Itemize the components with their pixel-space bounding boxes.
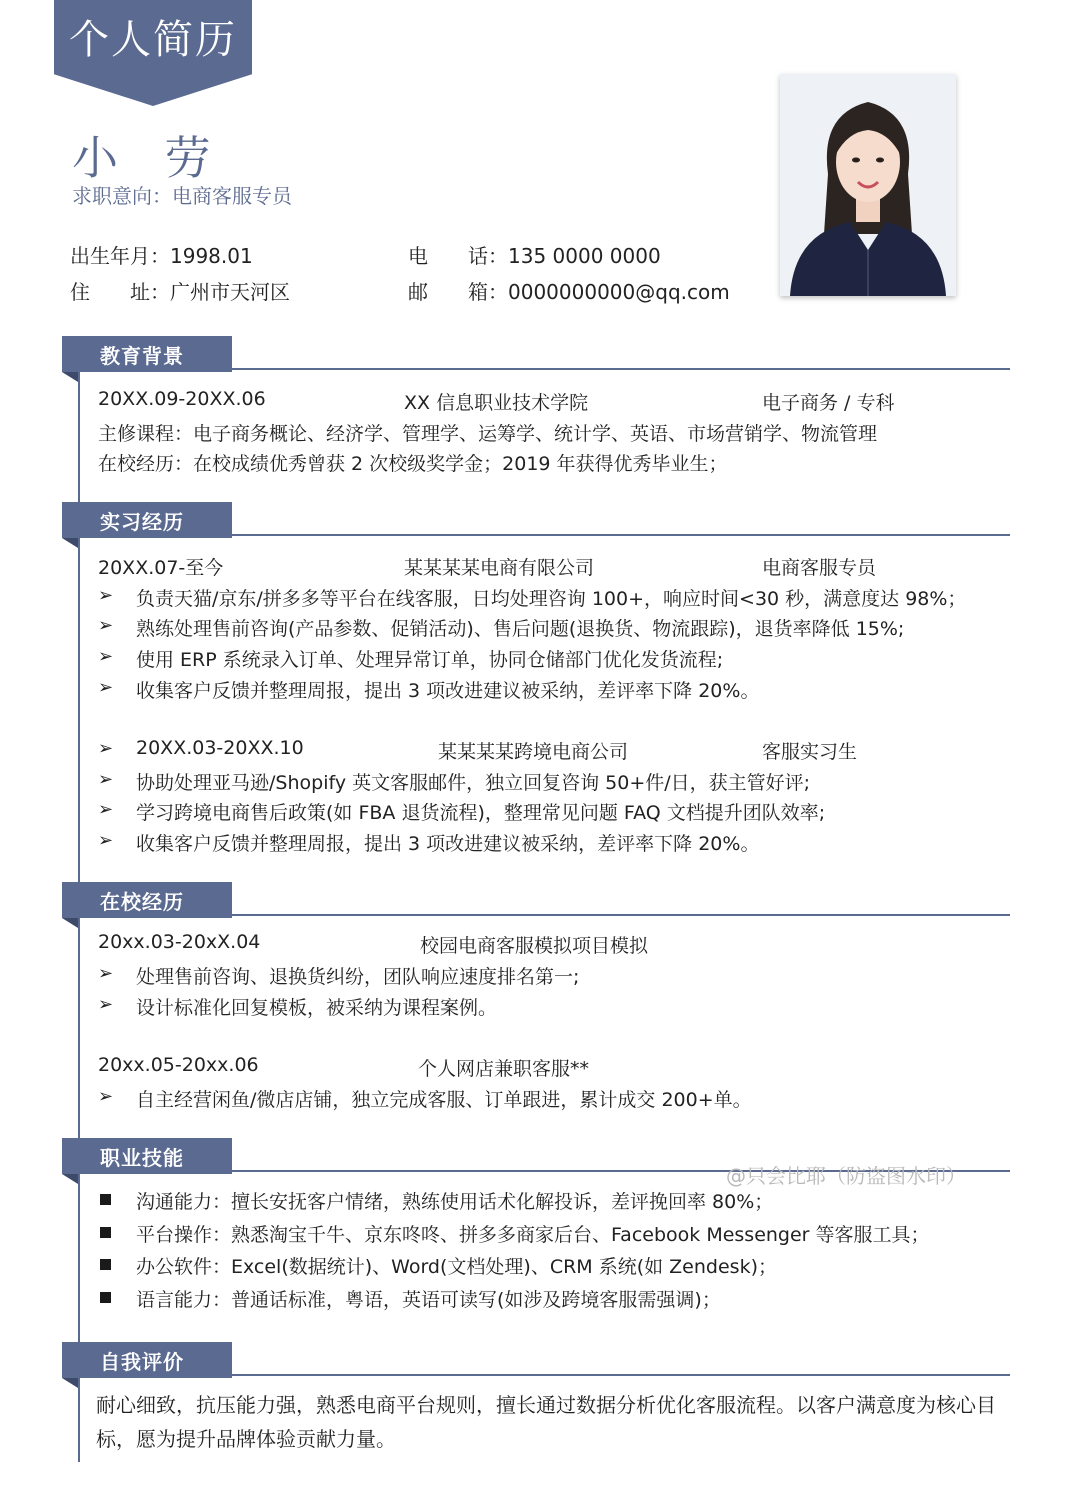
square-bullet-icon [100, 1292, 111, 1303]
square-bullet-icon [100, 1259, 111, 1270]
campus2-title: 个人网店兼职客服** [418, 1058, 590, 1080]
section-title: 实习经历 [100, 510, 184, 534]
arrow-bullet-icon: ➢ [98, 738, 114, 759]
ribbon-fold [62, 1378, 78, 1388]
skill-item: 语言能力：普通话标准，粤语，英语可读写(如涉及跨境客服需强调)； [136, 1289, 721, 1311]
arrow-bullet-icon: ➢ [98, 646, 114, 667]
job1-period: 20XX.07-至今 [98, 557, 224, 579]
portrait-image [780, 74, 956, 296]
job1-bullet: 熟练处理售前咨询(产品参数、促销活动)、售后问题(退换货、物流跟踪)，退货率降低 15%; [136, 618, 905, 640]
section-title: 职业技能 [100, 1146, 184, 1170]
self-evaluation-text: 耐心细致，抗压能力强，熟悉电商平台规则，擅长通过数据分析优化客服流程。以客户满意度为核心目标，愿为提升品牌体验贡献力量。 [96, 1393, 996, 1451]
phone-value: 135 0000 0000 [508, 244, 661, 268]
resume-title: 个人简历 [69, 17, 237, 63]
skill-item: 沟通能力：擅长安抚客户情绪，熟练使用话术化解投诉，差评挽回率 80%； [136, 1191, 774, 1213]
title-banner [54, 0, 252, 108]
arrow-bullet-icon: ➢ [98, 963, 114, 984]
section-header-internship [62, 502, 232, 538]
skill-item: 平台操作：熟悉淘宝千牛、京东咚咚、拼多多商家后台、Facebook Messenger 等客服工具； [136, 1224, 930, 1246]
address-label: 住 址： [70, 280, 170, 304]
profile-photo [780, 74, 956, 296]
campus1-bullet: 处理售前咨询、退换货纠纷，团队响应速度排名第一; [136, 966, 580, 988]
arrow-bullet-icon: ➢ [98, 799, 114, 820]
square-bullet-icon [100, 1194, 111, 1205]
education-experience: 在校经历：在校成绩优秀曾获 2 次校级奖学金；2019 年获得优秀毕业生； [98, 453, 728, 475]
watermark-text: @只会比耶（防盗图水印） [726, 1164, 966, 1188]
section-header-self-eval [62, 1342, 232, 1378]
job1-bullet: 使用 ERP 系统录入订单、处理异常订单，协同仓储部门优化发货流程; [136, 649, 724, 671]
job2-bullet: 学习跨境电商售后政策(如 FBA 退货流程)，整理常见问题 FAQ 文档提升团队效率; [136, 802, 826, 824]
arrow-bullet-icon: ➢ [98, 585, 114, 606]
job2-bullet: 协助处理亚马逊/Shopify 英文客服邮件，独立回复咨询 50+件/日，获主管好评; [136, 772, 811, 794]
email-row [408, 276, 730, 305]
job1-role: 电商客服专员 [762, 557, 877, 579]
section-header-education [62, 336, 232, 372]
campus2-bullet: 自主经营闲鱼/微店店铺，独立完成客服、订单跟进，累计成交 200+单。 [136, 1089, 752, 1111]
birth-value: 1998.01 [170, 244, 253, 268]
section-divider [232, 914, 1010, 916]
square-bullet-icon [100, 1227, 111, 1238]
section-header-skills [62, 1138, 232, 1174]
phone-label: 电 话： [408, 244, 508, 268]
job-intent-value: 电商客服专员 [172, 184, 292, 208]
job1-company: 某某某某电商有限公司 [404, 557, 595, 579]
email-value: 0000000000@qq.com [508, 280, 730, 304]
education-major: 电子商务 / 专科 [762, 392, 895, 414]
ribbon-fold [62, 918, 78, 928]
job-intent-label: 求职意向： [72, 184, 172, 208]
education-courses: 主修课程：电子商务概论、经济学、管理学、运筹学、统计学、英语、市场营销学、物流管理 [98, 423, 878, 445]
arrow-bullet-icon: ➢ [98, 677, 114, 698]
ribbon-fold [62, 538, 78, 548]
job2-bullet: 收集客户反馈并整理周报，提出 3 项改进建议被采纳，差评率下降 20%。 [136, 833, 760, 855]
job2-period: 20XX.03-20XX.10 [136, 737, 304, 759]
address-row [70, 276, 290, 305]
arrow-bullet-icon: ➢ [98, 830, 114, 851]
education-school: XX 信息职业技术学院 [404, 392, 589, 414]
arrow-bullet-icon: ➢ [98, 994, 114, 1015]
arrow-bullet-icon: ➢ [98, 1086, 114, 1107]
section-divider [232, 534, 1010, 536]
campus1-period: 20xx.03-20xX.04 [98, 931, 261, 953]
job2-company: 某某某某跨境电商公司 [438, 741, 629, 763]
education-period: 20XX.09-20XX.06 [98, 388, 266, 410]
campus1-title: 校园电商客服模拟项目模拟 [420, 935, 649, 957]
phone-row [408, 240, 661, 269]
birth-label: 出生年月： [70, 244, 170, 268]
section-divider [232, 368, 1010, 370]
job1-bullet: 负责天猫/京东/拼多多等平台在线客服，日均处理咨询 100+，响应时间<30 秒，满意度达 98%； [136, 588, 967, 610]
job2-role: 客服实习生 [762, 741, 858, 763]
section-title: 在校经历 [100, 890, 184, 914]
candidate-name: 小 劳 [72, 131, 227, 185]
ribbon-fold [62, 372, 78, 382]
arrow-bullet-icon: ➢ [98, 769, 114, 790]
section-divider [232, 1374, 1010, 1376]
job1-bullet: 收集客户反馈并整理周报，提出 3 项改进建议被采纳，差评率下降 20%。 [136, 680, 760, 702]
address-value: 广州市天河区 [170, 280, 290, 304]
section-title: 自我评价 [100, 1350, 184, 1374]
section-title: 教育背景 [100, 344, 184, 368]
campus2-period: 20xx.05-20xx.06 [98, 1054, 259, 1076]
campus1-bullet: 设计标准化回复模板，被采纳为课程案例。 [136, 997, 498, 1019]
birth-row [70, 240, 253, 269]
arrow-bullet-icon: ➢ [98, 615, 114, 636]
skill-item: 办公软件：Excel(数据统计)、Word(文档处理)、CRM 系统(如 Zendesk)； [136, 1256, 777, 1278]
email-label: 邮 箱： [408, 280, 508, 304]
job-intent [72, 180, 292, 209]
ribbon-fold [62, 1174, 78, 1184]
section-header-campus [62, 882, 232, 918]
